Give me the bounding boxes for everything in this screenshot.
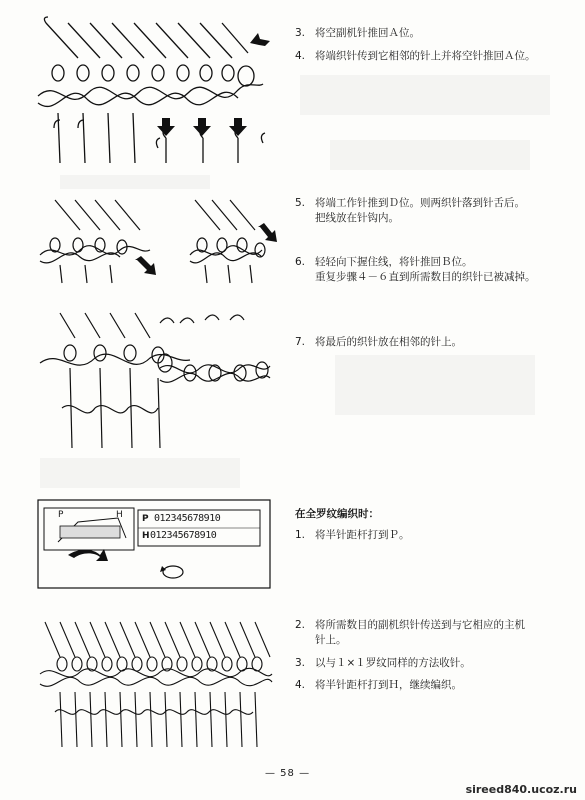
watermark: sireed840.ucoz.ru [465, 783, 577, 796]
illustration-transfer-stitches [38, 18, 263, 168]
needle-scale-p: 012345678910 [154, 513, 221, 524]
rib-step-3: 3. 以与１×１罗纹同样的方法收针。 [295, 657, 471, 669]
illustration-push-to-b [190, 195, 275, 285]
bleed-through-shape [330, 140, 530, 170]
needle-scale-h: 012345678910 [150, 530, 217, 541]
instruction-step-3: 3. 将空副机针推回Ａ位。 [295, 27, 420, 39]
instruction-step-6: 6. 轻轻向下握住线，将针推回Ｂ位。 重复步骤４－６直到所需数目的织针已被减掉。 [295, 256, 536, 283]
lever-label-p: P [58, 510, 64, 520]
half-pitch-lever-panel [38, 500, 270, 588]
lever-label-h: H [116, 510, 123, 520]
illustration-push-to-d [40, 195, 160, 285]
row-label-p: P [142, 514, 149, 524]
instruction-step-7: 7. 将最后的织针放在相邻的针上。 [295, 336, 462, 348]
row-label-h: H [142, 531, 150, 541]
rib-step-1: 1. 将半针距杆打到Ｐ。 [295, 529, 410, 541]
illustration-full-rib [40, 612, 272, 752]
bleed-through-shape [335, 355, 535, 415]
instruction-step-5: 5. 将端工作针推到Ｄ位。则两织针落到针舌后。 把线放在针钩内。 [295, 197, 525, 224]
page-number: — 58 — [265, 768, 311, 779]
section-heading-full-rib: 在全罗纹编织时： [295, 508, 379, 520]
instruction-step-4: 4. 将端织针传到它相邻的针上并将空针推回Ａ位。 [295, 50, 536, 62]
bleed-through-shape [40, 458, 240, 488]
bleed-through-shape [300, 75, 550, 115]
illustration-last-stitch [40, 308, 270, 453]
bleed-through-shape [60, 175, 210, 189]
rib-step-4: 4. 将半针距杆打到Ｈ，继续编织。 [295, 679, 462, 691]
rib-step-2: 2. 将所需数目的副机织针传送到与它相应的主机 针上。 [295, 619, 525, 646]
